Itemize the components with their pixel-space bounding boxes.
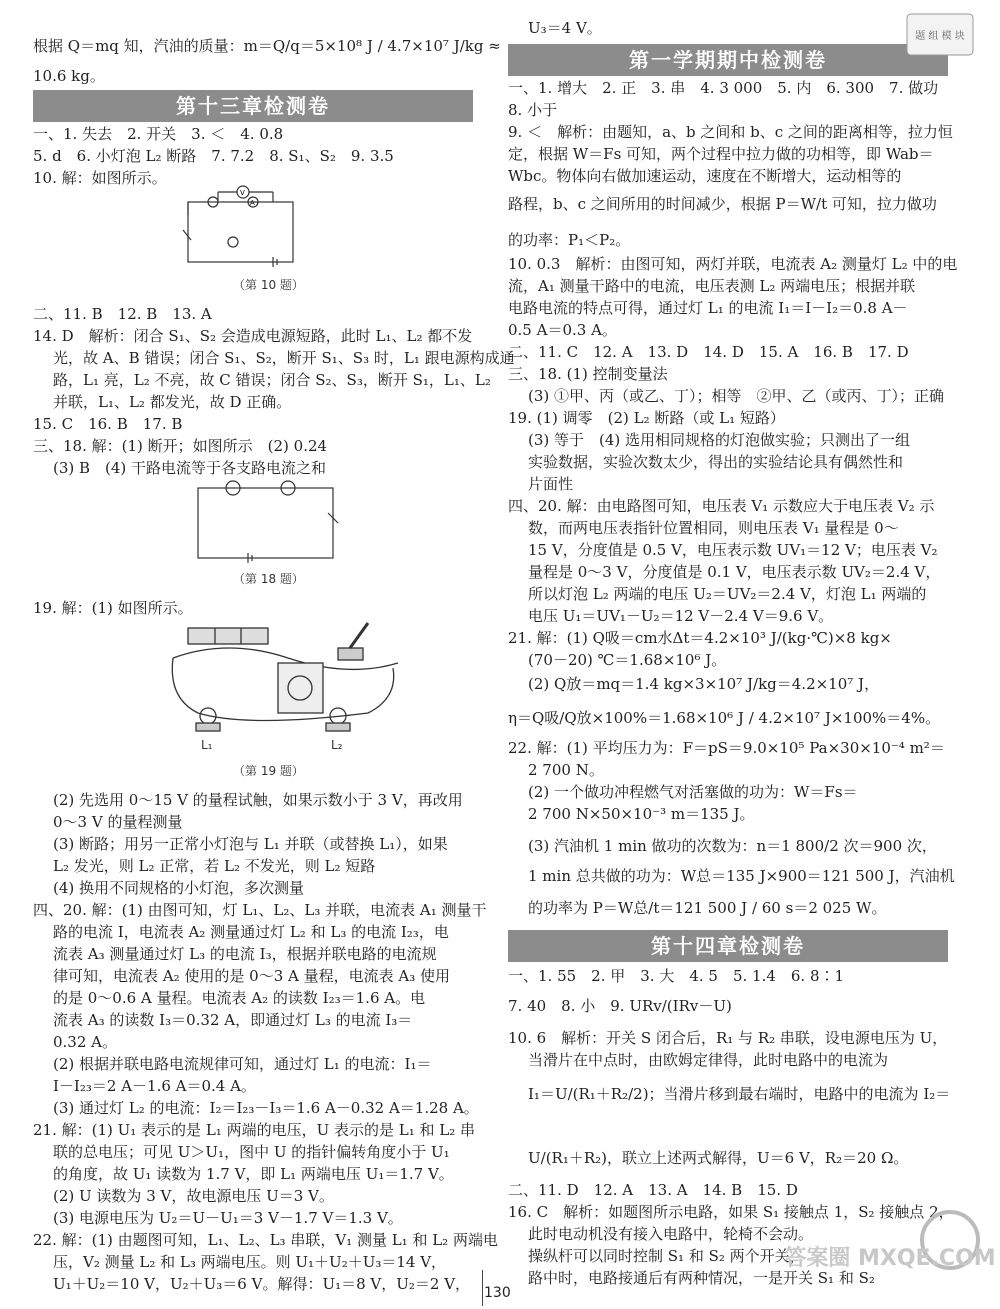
answer-line: 19. (1) 调零 (2) L₂ 断路（或 L₁ 短路） [508, 409, 785, 427]
answer-line: 0.32 A。 [53, 1033, 117, 1051]
stamp-text: 题 组 模 块 [915, 31, 965, 42]
answer-line: 压，V₂ 测量 L₂ 和 L₃ 两端电压。则 U₁＋U₂＋U₃＝14 V， [53, 1253, 447, 1271]
page-number: 130 [484, 1285, 511, 1301]
answer-line: 10. 0.3 解析：由图可知，两灯并联，电流表 A₂ 测量灯 L₂ 中的电 [508, 255, 958, 273]
answer-line: U₁＋U₂＝10 V，U₂＋U₃＝6 V。解得：U₁＝8 V，U₂＝2 V， [53, 1275, 471, 1293]
midterm-title: 第一学期期中检测卷 [508, 44, 948, 76]
answer-line: 操纵杆可以同时控制 S₁ 和 S₂ 两个开关， [528, 1247, 805, 1265]
intro-line-1: 根据 Q＝mq 知，汽油的质量：m＝Q/q＝5×10⁸ J / 4.7×10⁷ J/kg ≈ [33, 37, 501, 55]
answer-line: 当滑片在中点时，由欧姆定律得，此时电路中的电流为 [528, 1051, 889, 1069]
watermark-text: 答案圈 MXQE.COM [784, 1246, 996, 1271]
figure-caption: （第 18 题） [233, 572, 304, 586]
answer-line: 7. 40 8. 小 9. URv/(IRv－U) [508, 997, 732, 1015]
answer-line: 流表 A₃ 测量通过灯 L₃ 的电流 I₃，根据并联电路的电流规 [53, 945, 437, 963]
answer-line: (3) 汽油机 1 min 做功的次数为：n＝1 800/2 次＝900 次， [528, 837, 937, 855]
answer-line: 0～3 V 的量程测量 [53, 813, 183, 831]
answer-line: Wbc。物体向右做加速运动，速度在不断增大，运动相等的 [508, 167, 902, 185]
answer-line: 量程是 0～3 V，分度值是 0.1 V，电压表示数 UV₂＝2.4 V， [528, 563, 941, 581]
answer-line: 四、20. 解：由电路图可知，电压表 V₁ 示数应大于电压表 V₂ 示 [508, 497, 935, 515]
circuit-diagram-q18 [188, 478, 348, 568]
answer-line: (2) 先选用 0～15 V 的量程试触，如果示数小于 3 V，再改用 [53, 791, 463, 809]
answer-line: 所以灯泡 L₂ 两端的电压 U₂＝UV₂＝2.4 V，灯泡 L₁ 两端的 [528, 585, 927, 603]
answer-line: 路的电流 I，电流表 A₂ 测量通过灯 L₂ 和 L₃ 的电流 I₂₃，电 [53, 923, 449, 941]
watermark-logo-icon [784, 1205, 996, 1300]
answer-line: (70－20) ℃＝1.68×10⁶ J。 [528, 651, 727, 669]
answer-line: 二、11. B 12. B 13. A [33, 305, 212, 323]
answer-line: (3) B (4) 干路电流等于各支路电流之和 [53, 459, 327, 477]
answer-line: (2) Q放＝mq＝1.4 kg×3×10⁷ J/kg＝4.2×10⁷ J， [528, 675, 880, 693]
answer-line: (3) 断路；用另一正常小灯泡与 L₁ 并联（或替换 L₁），如果 [53, 835, 448, 853]
answer-line: 14. D 解析：闭合 S₁、S₂ 会造成电源短路，此时 L₁、L₂ 都不发 [33, 327, 473, 345]
answer-line: 2 700 N。 [528, 761, 604, 779]
page-divider [482, 1270, 483, 1306]
answer-line: 21. 解：(1) U₁ 表示的是 L₁ 两端的电压，U 表示的是 L₁ 和 L₂ 串 [33, 1121, 476, 1139]
answer-line: 1 min 总共做的功为：W总＝135 J×900＝121 500 J，汽油机 [528, 867, 955, 885]
svg-text:V: V [240, 189, 245, 197]
answer-line: 流表 A₃ 的读数 I₃＝0.32 A，即通过灯 L₃ 的电流 I₃＝ [53, 1011, 413, 1029]
answer-line: 的是 0～0.6 A 量程。电流表 A₂ 的读数 I₂₃＝1.6 A。电 [53, 989, 426, 1007]
answer-line: 15 V，分度值是 0.5 V，电压表示数 UV₁＝12 V；电压表 V₂ [528, 541, 938, 559]
answer-line: 实验数据，实验次数太少，得出的实验结论具有偶然性和 [528, 453, 904, 471]
answer-line: 数，而两电压表指针位置相同，则电压表 V₁ 量程是 0～ [528, 519, 899, 537]
answer-line: η＝Q吸/Q放×100%＝1.68×10⁶ J / 4.2×10⁷ J×100%＝4%。 [508, 709, 941, 727]
answer-line: 电路电流的特点可得，通过灯 L₁ 的电流 I₁＝I－I₂＝0.8 A－ [508, 299, 908, 317]
answer-line: 律可知，电流表 A₂ 使用的是 0～3 A 量程，电流表 A₃ 使用 [53, 967, 450, 985]
answer-line: 8. 小于 [508, 101, 558, 119]
answer-line: 四、20. 解：(1) 由图可知，灯 L₁、L₂、L₃ 并联，电流表 A₁ 测量干 [33, 901, 487, 919]
answer-line: (3) 等于 (4) 选用相同规格的灯泡做实验；只测出了一组 [528, 431, 911, 449]
answer-line: (2) 根据并联电路电流规律可知，通过灯 L₁ 的电流：I₁＝ [53, 1055, 432, 1073]
answer-line: 一、1. 55 2. 甲 3. 大 4. 5 5. 1.4 6. 8∶1 [508, 967, 845, 985]
svg-text:A: A [250, 199, 255, 207]
answer-line: 一、1. 增大 2. 正 3. 串 4. 3 000 5. 内 6. 300 7. 做功 [508, 79, 939, 97]
answer-line: 15. C 16. B 17. B [33, 415, 183, 433]
lamp-label-l2: L₂ [331, 738, 343, 752]
answer-line: 此时电动机没有接入电路中，轮椅不会动。 [528, 1225, 814, 1243]
circuit-diagram-q10 [173, 180, 313, 275]
answer-line: U₃＝4 V。 [528, 19, 602, 37]
answer-line: 9. ＜ 解析：由题知，a、b 之间和 b、c 之间的距离相等，拉力恒 [508, 123, 953, 141]
answer-line: 三、18. (1) 控制变量法 [508, 365, 668, 383]
chapter14-title: 第十四章检测卷 [508, 930, 948, 962]
answer-line: 22. 解：(1) 平均压力为：F＝pS＝9.0×10⁵ Pa×30×10⁻⁴ m²＝ [508, 739, 945, 757]
answer-line: 二、11. C 12. A 13. D 14. D 15. A 16. B 17. D [508, 343, 909, 361]
answer-line: (2) 一个做功冲程燃气对活塞做的功为：W＝Fs＝ [528, 783, 858, 801]
answer-line: 22. 解：(1) 由题图可知，L₁、L₂、L₃ 串联，V₁ 测量 L₁ 和 L₂ 两端电 [33, 1231, 498, 1249]
figure-caption: （第 19 题） [233, 764, 304, 778]
answer-line: U/(R₁＋R₂)，联立上述两式解得，U＝6 V，R₂＝20 Ω。 [528, 1149, 909, 1167]
answer-line: 流，A₁ 测量干路中的电流，电压表测 L₂ 两端电压；根据并联 [508, 277, 916, 295]
answer-line: (3) 电源电压为 U₂＝U－U₁＝3 V－1.7 V＝1.3 V。 [53, 1209, 403, 1227]
ch13-line: 一、1. 失去 2. 开关 3. ＜ 4. 0.8 [33, 125, 284, 143]
figure-caption: （第 10 题） [233, 278, 304, 292]
answer-line: 2 700 N×50×10⁻³ m＝135 J。 [528, 805, 755, 823]
answer-line: 路程，b、c 之间所用的时间减少，根据 P＝W/t 可知，拉力做功 [508, 195, 937, 213]
answer-line: (2) U 读数为 3 V，故电源电压 U＝3 V。 [53, 1187, 334, 1205]
answer-line: 路，L₁ 亮，L₂ 不亮，故 C 错误；闭合 S₂、S₃，断开 S₁，L₁、L₂ [53, 371, 491, 389]
answer-line: 电压 U₁＝UV₁－U₂＝12 V－2.4 V＝9.6 V。 [528, 607, 834, 625]
ch13-line: 5. d 6. 小灯泡 L₂ 断路 7. 7.2 8. S₁、S₂ 9. 3.5 [33, 147, 394, 165]
answer-line: 路中时，电路接通后有两种情况，一是开关 S₁ 和 S₂ [528, 1269, 875, 1287]
answer-line: 二、11. D 12. A 13. A 14. B 15. D [508, 1181, 798, 1199]
answer-line: 0.5 A＝0.3 A。 [508, 321, 617, 339]
answer-line: 的角度，故 U₁ 读数为 1.7 V，即 L₁ 两端电压 U₁＝1.7 V。 [53, 1165, 454, 1183]
answer-line: 并联，L₁、L₂ 都发光，故 D 正确。 [53, 393, 292, 411]
answer-line: 10. 6 解析：开关 S 闭合后，R₁ 与 R₂ 串联，设电源电压为 U， [508, 1029, 948, 1047]
answer-line: 片面性 [528, 475, 574, 493]
lamp-label-l1: L₁ [201, 738, 213, 752]
answer-line: (4) 换用不同规格的小灯泡，多次测量 [53, 879, 305, 897]
circuit-photo-q19 [168, 618, 408, 748]
answer-line: 16. C 解析：如题图所示电路，如果 S₁ 接触点 1，S₂ 接触点 2， [508, 1203, 954, 1221]
answer-line: 19. 解：(1) 如图所示。 [33, 599, 193, 617]
answer-line: (3) ①甲、丙（或乙、丁）；相等 ②甲、乙（或丙、丁）；正确 [528, 387, 945, 405]
ch13-line: 10. 解：如图所示。 [33, 169, 167, 187]
answer-line: I－I₂₃＝2 A－1.6 A＝0.4 A。 [53, 1077, 256, 1095]
answer-line: 光，故 A、B 错误；闭合 S₁、S₂，断开 S₁、S₃ 时，L₁ 跟电源构成通 [53, 349, 515, 367]
answer-line: (3) 通过灯 L₂ 的电流：I₂＝I₂₃－I₃＝1.6 A－0.32 A＝1.28 A。 [53, 1099, 479, 1117]
answer-line: L₂ 发光，则 L₂ 正常，若 L₂ 不发光，则 L₂ 短路 [53, 857, 376, 875]
answer-line: 三、18. 解：(1) 断开；如图所示 (2) 0.24 [33, 437, 328, 455]
answer-line: I₁＝U/(R₁＋R₂/2)；当滑片移到最右端时，电路中的电流为 I₂＝ [528, 1085, 951, 1103]
answer-line: 的功率为 P＝W总/t＝121 500 J / 60 s＝2 025 W。 [528, 899, 887, 917]
answer-line: 联的总电压；可见 U＞U₁，图中 U 的指针偏转角度小于 U₁ [53, 1143, 450, 1161]
answer-line: 21. 解：(1) Q吸＝cm水Δt＝4.2×10³ J/(kg·℃)×8 kg× [508, 629, 892, 647]
corner-stamp-icon [905, 12, 975, 57]
answer-line: 定，根据 W＝Fs 可知，两个过程中拉力做的功相等，即 Wab＝ [508, 145, 934, 163]
intro-line-2: 10.6 kg。 [33, 67, 105, 85]
chapter13-title: 第十三章检测卷 [33, 90, 473, 122]
answer-line: 的功率：P₁＜P₂。 [508, 231, 631, 249]
